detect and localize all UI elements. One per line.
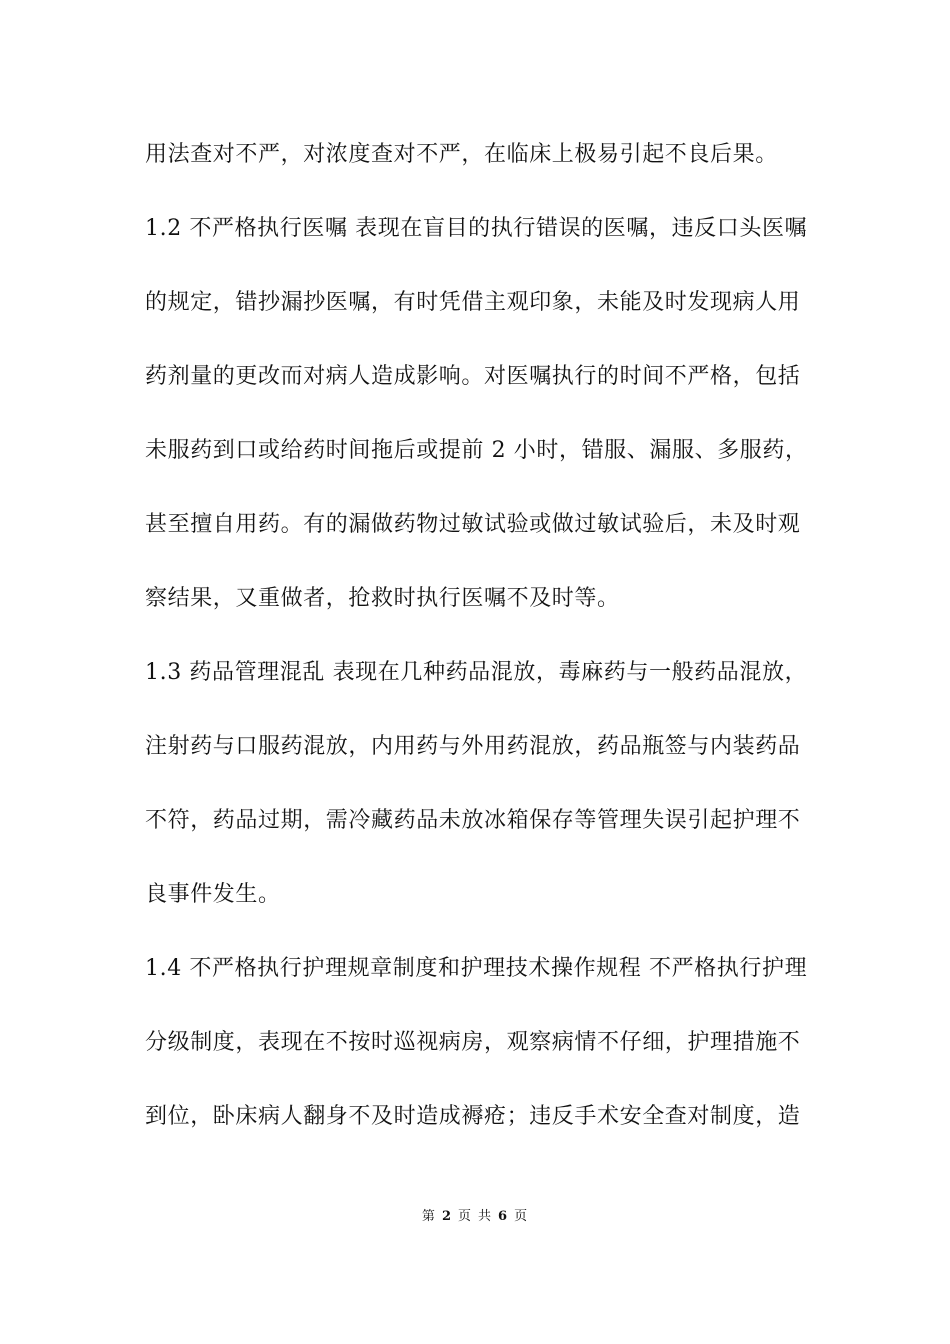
- text-line-7: 察结果，又重做者，抢救时执行医嘱不及时等。: [145, 586, 620, 611]
- current-page-number: 2: [441, 1209, 452, 1224]
- text-line-13: 分级制度，表现在不按时巡视病房，观察病情不仔细，护理措施不: [145, 1030, 801, 1055]
- text-line-10: 不符，药品过期，需冷藏药品未放冰箱保存等管理失误引起护理不: [145, 808, 801, 833]
- text-line-8: 1.3 药品管理混乱 表现在几种药品混放，毒麻药与一般药品混放，: [145, 660, 808, 685]
- text-line-6: 甚至擅自用药。有的漏做药物过敏试验或做过敏试验后，未及时观: [145, 512, 801, 537]
- text-line-3: 的规定，错抄漏抄医嘱，有时凭借主观印象，未能及时发现病人用: [145, 290, 801, 315]
- text-line-11: 良事件发生。: [145, 882, 281, 907]
- page-footer: [0, 1208, 950, 1226]
- text-line-5: 未服药到口或给药时间拖后或提前 2 小时，错服、漏服、多服药，: [145, 438, 808, 463]
- total-pages-number: 6: [498, 1209, 509, 1224]
- text-line-4: 药剂量的更改而对病人造成影响。对医嘱执行的时间不严格，包括: [145, 364, 801, 389]
- text-line-2: 1.2 不严格执行医嘱 表现在盲目的执行错误的医嘱，违反口头医嘱: [145, 216, 808, 241]
- footer-page-word: 页: [457, 1209, 472, 1224]
- footer-prefix: 第: [421, 1209, 436, 1224]
- footer-suffix: 页: [514, 1209, 529, 1224]
- text-line-12: 1.4 不严格执行护理规章制度和护理技术操作规程 不严格执行护理: [145, 956, 808, 981]
- text-line-1: 用法查对不严，对浓度查对不严，在临床上极易引起不良后果。: [145, 142, 778, 167]
- text-line-14: 到位，卧床病人翻身不及时造成褥疮；违反手术安全查对制度，造: [145, 1104, 801, 1129]
- footer-total-word: 共: [478, 1209, 493, 1224]
- text-line-9: 注射药与口服药混放，内用药与外用药混放，药品瓶签与内装药品: [145, 734, 801, 759]
